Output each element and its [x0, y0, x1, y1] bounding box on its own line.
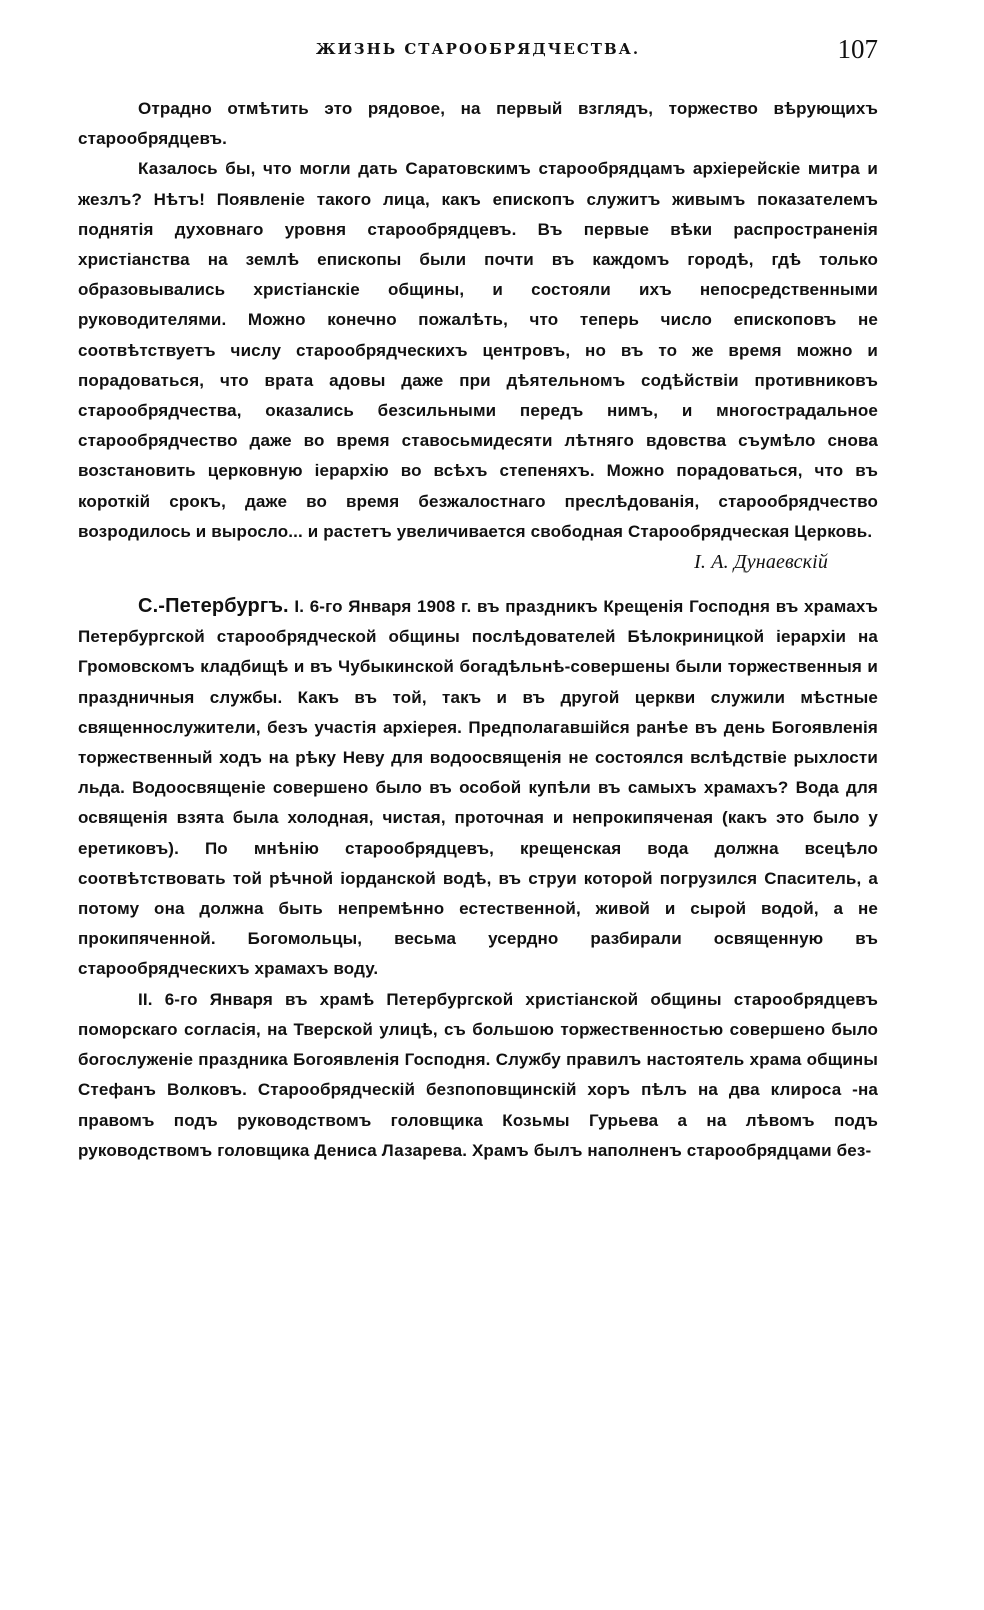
author-signature: І. А. Дунаевскій [694, 551, 828, 574]
book-page [78, 34, 878, 1166]
chronicle-item [78, 591, 878, 985]
article-paragraph: Казалось бы, что могли дать Саратовскимъ старообрядцамъ архіерейскіе митра и жезлъ? Нѣтъ! Появленіе такого лица, какъ епископъ служитъ живымъ показателемъ поднятія духовнаго уровня старообрядцевъ. Въ первые вѣки распространенія христіанства на землѣ епископы были почти въ каждомъ городѣ, гдѣ только образовывались христіанскіе общины, и состояли ихъ непосредственными руководителями. Можно конечно пожалѣть, что теперь число епископовъ не соотвѣтствуетъ числу старообрядческихъ центровъ, но въ то же время можно и порадоваться, что врата адовы даже при дѣятельномъ содѣйствіи противниковъ старообрядчества, оказались безсильными передъ нимъ, и многострадальное старообрядчество даже во время ставосьмидесяти лѣтняго вдовства съумѣло снова возстановить церковную іерархію во всѣхъ степеняхъ. Можно порадоваться, что въ короткій срокъ, даже во время безжалостнаго преслѣдованія, старообрядчество возродилось и выросло... и растетъ увеличивается свободная Старообрядческая Церковь. [78, 159, 878, 541]
chronicle-place: С.-Петербургъ. [138, 595, 289, 618]
chronicle-item-text: I. 6-го Января 1908 г. въ праздникъ Крещенія Господня въ храмахъ Петербургской старообрядческой общины послѣдователей Бѣлокриницкой іерархіи на Громовскомъ кладбищѣ и въ Чубыкинской богадѣльнѣ-совершены были торжественныя и праздничныя службы. Какъ въ той, такъ и въ другой церкви служили мѣстные священнослужители, безъ участія архіерея. Предполагавшійся ранѣе въ день Богоявленія торжественный ходъ на рѣку Неву для водоосвященія не состоялся вслѣдствіе рыхлости льда. Водоосвященіе совершено было въ особой купѣли въ самыхъ храмахъ? Вода для освященія взята была холодная, чистая, проточная и непрокипяченая (какъ это было у еретиковъ). По мнѣнію старообрядцевъ, крещенская вода должна всецѣло соотвѣтствовать той рѣчной іорданской водѣ, въ струи которой погрузился Спаситель, а потому она должна быть непремѣнно естественной, живой и сырой водой, а не прокипяченной. Богомольцы, весьма усердно разбирали освященную въ старообрядческихъ храмахъ воду. [78, 597, 878, 979]
running-head [78, 34, 878, 74]
page-number: 107 [837, 34, 878, 64]
chronicle-item: II. 6-го Января въ храмѣ Петербургской христіанской общины старообрядцевъ поморскаго согласія, на Тверской улицѣ, съ большою торжественностью совершено было богослуженіе праздника Богоявленія Господня. Службу правилъ настоятель храма общины Стефанъ Волковъ. Старообрядческій безпоповщинскій хоръ пѣлъ на два клироса -на правомъ подъ руководствомъ головщика Козьмы Гурьева а на лѣвомъ подъ руководствомъ головщика Дениса Лазарева. Храмъ былъ наполненъ старообрядцами без- [78, 989, 878, 1160]
article-paragraph: Отрадно отмѣтить это рядовое, на первый взглядъ, торжество вѣрующихъ старообрядцевъ. [78, 99, 878, 149]
body-text [78, 94, 878, 1166]
running-title: ЖИЗНЬ СТАРООБРЯДЧЕСТВА. [315, 40, 641, 58]
